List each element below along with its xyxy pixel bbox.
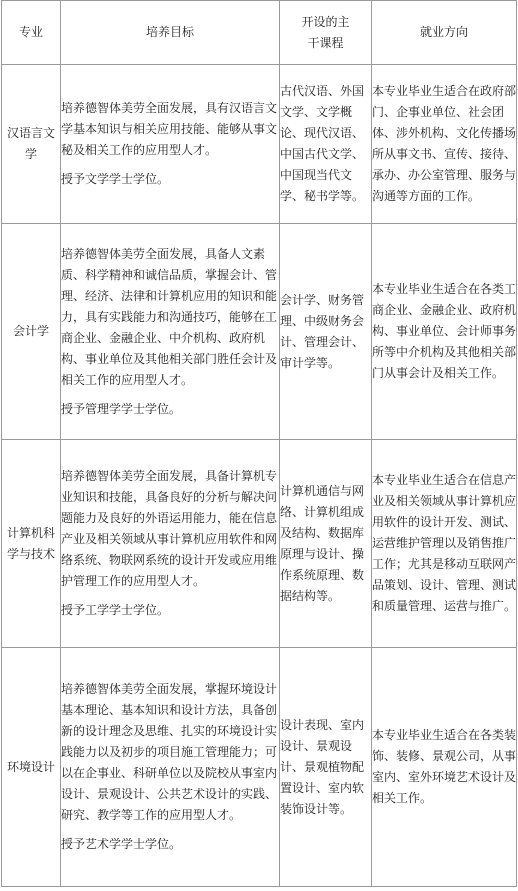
degree-text: 授予艺术学学士学位。 [61, 837, 182, 851]
header-goal: 培养目标 [61, 1, 280, 65]
courses-cell: 会计学、财务管理、中级财务会计、管理会计、审计学等。 [280, 224, 372, 440]
major-name: 环境设计 [2, 648, 61, 887]
goal-cell [61, 65, 280, 224]
major-name: 汉语言文学 [2, 65, 61, 224]
career-cell: 本专业毕业生适合在各类装饰、装修、景观公司，从事室内、室外环境艺术设计及相关工作。 [372, 648, 517, 887]
career-cell: 本专业毕业生适合在各类工商企业、金融企业、政府机构、事业单位、会计师事务所等中介机构及其他相关部门从事会计及相关工作。 [372, 224, 517, 440]
major-name: 计算机科学与技术 [2, 440, 61, 648]
majors-table [1, 0, 517, 887]
career-cell: 本专业毕业生适合在信息产业及相关领域从事计算机应用软件的设计开发、测试、运营维护管理以及销售推广工作；尤其是移动互联网产品策划、设计、管理、测试和质量管理、运营与推广。 [372, 440, 517, 648]
goal-text: 培养德智体美劳全面发展，掌握环境设计基本理论、基本知识和设计方法，具备创新的设计理念及思维、扎实的环境设计实践能力以及初步的项目施工管理能力；可以在企事业、科研单位以及院校从事室内设计、景观设计、公共艺术设计的实践、研究、教学等工作的应用型人才。 [61, 682, 278, 822]
table-row [2, 224, 517, 440]
table-row [2, 440, 517, 648]
header-career: 就业方向 [372, 1, 517, 65]
courses-cell: 计算机通信与网络、计算机组成及结构、数据库原理与设计、操作系统原理、数据结构等。 [280, 440, 372, 648]
header-row [2, 1, 517, 65]
header-courses: 开设的主干课程 [280, 1, 372, 65]
goal-text: 培养德智体美劳全面发展，具有汉语言文学基本知识与相关应用技能、能够从事文秘及相关工作的应用型人才。 [61, 101, 278, 157]
goal-cell [61, 224, 280, 440]
career-cell: 本专业毕业生适合在政府部门、企事业单位、社会团体、涉外机构、文化传播场所从事文书、宣传、接待、承办、办公室管理、服务与沟通等方面的工作。 [372, 65, 517, 224]
header-major: 专业 [2, 1, 61, 65]
goal-text: 培养德智体美劳全面发展，具备计算机专业知识和技能，具备良好的分析与解决问题能力及良好的外语运用能力，能在信息产业及相关领域从事计算机应用软件和网络系统、物联网系统的设计开发或应用维护管理工作的应用型人才。 [61, 469, 278, 588]
goal-cell [61, 440, 280, 648]
degree-text: 授予工学学士学位。 [61, 603, 170, 617]
major-name: 会计学 [2, 224, 61, 440]
degree-text: 授予文学学士学位。 [61, 172, 170, 186]
table-row [2, 648, 517, 887]
goal-text: 培养德智体美劳全面发展，具备人文素质、科学精神和诚信品质，掌握会计、管理、经济、法律和计算机应用的知识和能力，具有实践能力和沟通技巧，能够在工商企业、金融企业、中介机构、政府机构、事业单位及其他相关部门胜任会计及相关工作的应用型人才。 [61, 246, 278, 387]
table-row [2, 65, 517, 224]
goal-cell [61, 648, 280, 887]
degree-text: 授予管理学学士学位。 [61, 401, 182, 416]
courses-cell: 古代汉语、外国文学、文学概论、现代汉语、中国古代文学、中国现当代文学、秘书学等。 [280, 65, 372, 224]
courses-cell: 设计表现、室内设计、景观设计、景观植物配置设计、室内软装饰设计等。 [280, 648, 372, 887]
